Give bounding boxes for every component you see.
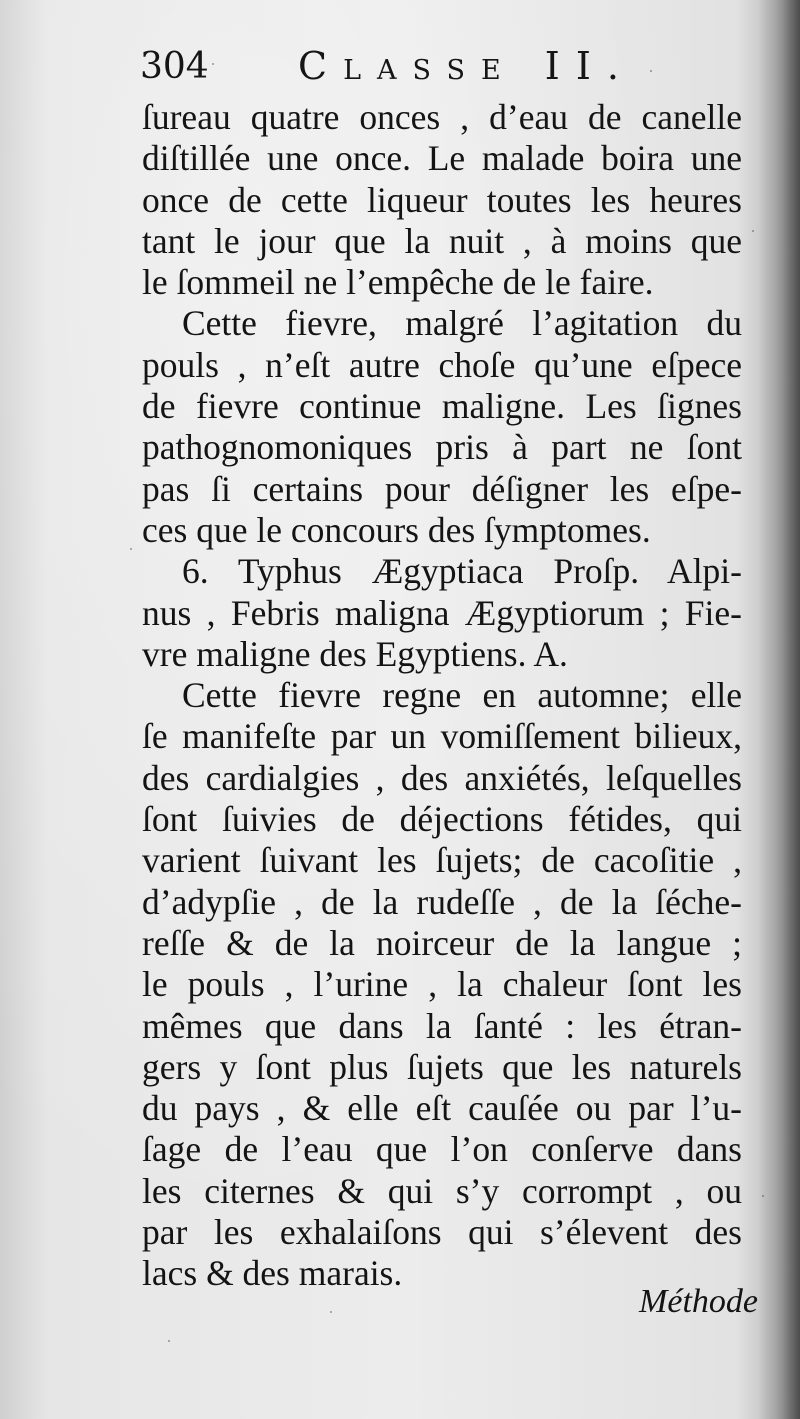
text-line: ſage de l’eau que l’on conſerve dans — [142, 1129, 742, 1170]
text-line: Cette fievre regne en automne; elle — [182, 675, 742, 716]
text-line: varient ſuivant les ſujets; de cacoſitie , — [142, 840, 742, 881]
text-line: vre maligne des Egyptiens. A. — [142, 633, 568, 674]
text-line: pouls , n’eſt autre choſe qu’une eſpece — [142, 344, 742, 385]
text-line: lacs & des marais. — [142, 1253, 403, 1294]
text-line: des cardialgies , des anxiétés, leſquelles — [142, 757, 742, 798]
page-header — [140, 40, 700, 100]
text-line: ſureau quatre onces , d’eau de canelle — [142, 97, 742, 137]
paper-speck — [650, 70, 652, 72]
paper-speck — [330, 1311, 332, 1313]
text-line: le pouls , l’urine , la chaleur ſont les — [142, 964, 742, 1005]
text-line: pas ſi certains pour déſigner les eſpe- — [142, 468, 742, 509]
text-line: pathognomoniques pris à part ne ſont — [142, 427, 742, 468]
page-edge-shadow — [758, 0, 800, 1419]
text-line: ſe manifeſte par un vomiſſement bilieux, — [142, 716, 742, 757]
text-line: les citernes & qui s’y corrompt , ou — [142, 1170, 742, 1211]
text-line: du pays , & elle eſt cauſée ou par l’u- — [142, 1088, 742, 1129]
text-line: reſſe & de la noirceur de la langue ; — [142, 922, 742, 963]
text-line: par les exhalaiſons qui s’élevent des — [142, 1212, 742, 1253]
paper-speck — [752, 230, 754, 232]
text-line: 6. Typhus Ægyptiaca Proſp. Alpi- — [182, 551, 742, 592]
body-text — [142, 97, 742, 1295]
paper-speck — [212, 63, 214, 65]
text-line: gers y ſont plus ſujets que les naturels — [142, 1046, 742, 1087]
text-line: d’adypſie , de la rudeſſe , de la ſéche- — [142, 881, 742, 922]
running-head: Classe II. — [298, 44, 635, 88]
paper-speck — [762, 1195, 764, 1197]
paper-speck — [168, 1340, 170, 1342]
page-number: 304 — [140, 46, 209, 87]
text-line: le ſommeil ne l’empêche de le faire. — [142, 262, 654, 303]
text-line: ces que le concours des ſymptomes. — [142, 509, 651, 550]
catchword: Méthode — [639, 1283, 758, 1320]
text-line: once de cette liqueur toutes les heures — [142, 179, 742, 220]
text-line: tant le jour que la nuit , à moins que — [142, 220, 742, 261]
text-line: Cette fievre, malgré l’agitation du — [182, 303, 742, 344]
text-line: diſtillée une once. Le malade boira une — [142, 138, 742, 179]
text-line: mêmes que dans la ſanté : les étran- — [142, 1005, 742, 1046]
text-line: de fievre continue maligne. Les ſignes — [142, 386, 742, 427]
paper-speck — [130, 548, 132, 550]
text-line: nus , Febris maligna Ægyptiorum ; Fie- — [142, 592, 742, 633]
text-line: ſont ſuivies de déjections fétides, qui — [142, 799, 742, 840]
